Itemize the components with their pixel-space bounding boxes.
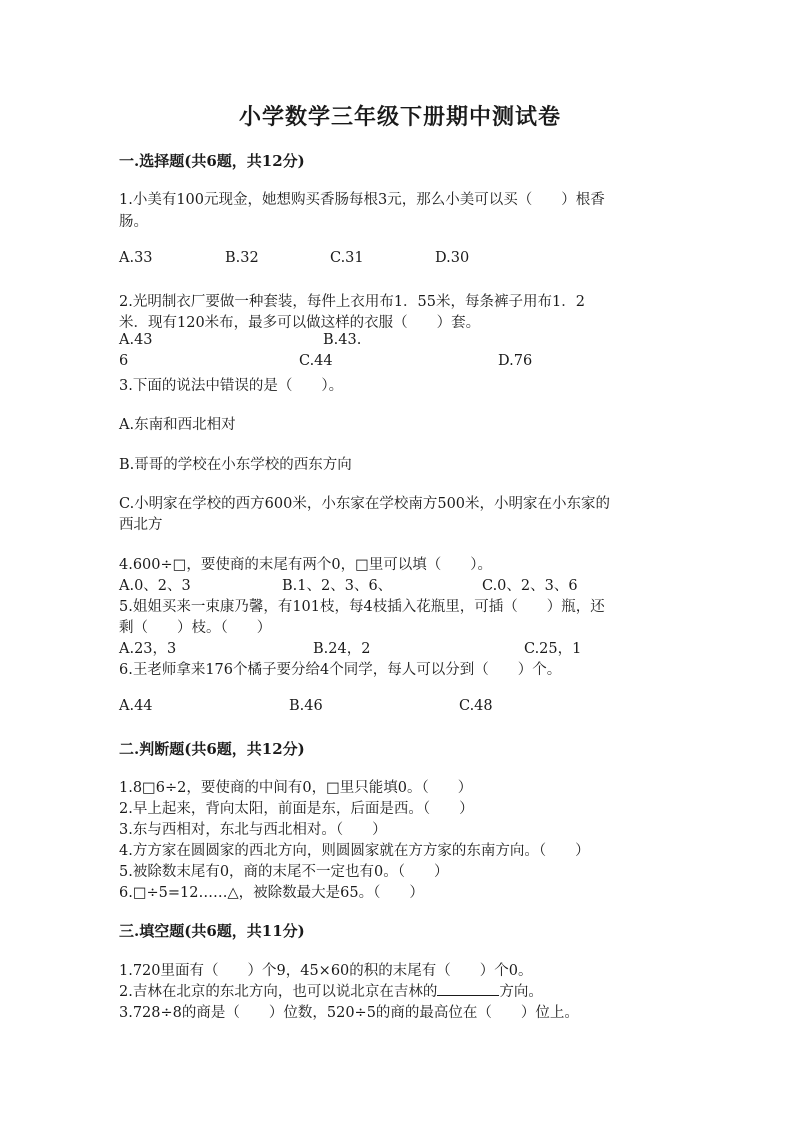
question-5-option-b: B.24，2	[313, 641, 371, 657]
question-5-option-a: A.23，3	[119, 641, 177, 657]
question-2-option-a: A.43	[119, 332, 153, 348]
question-1-line-2: 肠。	[119, 214, 148, 230]
question-4-option-b: B.1、2、3、6、	[282, 578, 393, 594]
question-6-option-a: A.44	[119, 698, 153, 714]
question-1-option-d: D.30	[435, 250, 470, 266]
fill-item-2-text-after: 方向。	[499, 984, 543, 1000]
judgement-item-5: 5.被除数末尾有0，商的末尾不一定也有0。（ ）	[119, 864, 449, 880]
question-4-line-1: 4.600÷□，要使商的末尾有两个0，□里可以填（ ）。	[119, 557, 493, 573]
question-5-option-c: C.25，1	[524, 641, 582, 657]
judgement-item-4: 4.方方家在圆圆家的西北方向，则圆圆家就在方方家的东南方向。（ ）	[119, 843, 590, 859]
judgement-item-3: 3.东与西相对，东北与西北相对。（ ）	[119, 822, 387, 838]
question-6-option-b: B.46	[289, 698, 323, 714]
question-3-option-b: B.哥哥的学校在小东学校的西东方向	[119, 457, 352, 473]
question-6-line-1: 6.王老师拿来176个橘子要分给4个同学，每人可以分到（ ）个。	[119, 662, 562, 678]
section-heading-fill-in: 三.填空题(共6题，共11分)	[119, 922, 305, 940]
question-2-option-b: B.43.	[323, 332, 362, 348]
question-1-option-c: C.31	[330, 250, 364, 266]
section-heading-multiple-choice: 一.选择题(共6题，共12分)	[119, 152, 305, 170]
fill-item-1: 1.720里面有（ ）个9，45×60的积的末尾有（ ）个0。	[119, 963, 533, 979]
question-3-line-1: 3.下面的说法中错误的是（ ）。	[119, 378, 344, 394]
question-2-option-b-cont: 6	[119, 353, 129, 369]
fill-item-2-blank	[437, 981, 499, 996]
question-3-option-c-line-1: C.小明家在学校的西方600米，小东家在学校南方500米，小明家在小东家的	[119, 496, 611, 512]
question-1-line-1: 1.小美有100元现金，她想购买香肠每根3元，那么小美可以买（ ）根香	[119, 192, 605, 208]
judgement-item-2: 2.早上起来，背向太阳，前面是东，后面是西。（ ）	[119, 801, 474, 817]
question-3-option-a: A.东南和西北相对	[119, 417, 236, 433]
question-5-line-2: 剩（ ）枝。（ ）	[119, 620, 272, 636]
page-title: 小学数学三年级下册期中测试卷	[238, 104, 561, 130]
question-1-option-a: A.33	[119, 250, 153, 266]
question-6-option-c: C.48	[459, 698, 493, 714]
question-1-option-b: B.32	[225, 250, 259, 266]
judgement-item-6: 6.□÷5=12……△，被除数最大是65。（ ）	[119, 885, 424, 901]
question-2-line-1: 2.光明制衣厂要做一种套装，每件上衣用布1．55米，每条裤子用布1．2	[119, 294, 585, 310]
question-2-option-d: D.76	[498, 353, 533, 369]
question-3-option-c-line-2: 西北方	[119, 517, 163, 533]
question-4-option-c: C.0、2、3、6	[482, 578, 578, 594]
question-2-line-2: 米．现有120米布，最多可以做这样的衣服（ ）套。	[119, 315, 481, 331]
fill-item-3: 3.728÷8的商是（ ）位数，520÷5的商的最高位在（ ）位上。	[119, 1005, 579, 1021]
section-heading-true-false: 二.判断题(共6题，共12分)	[119, 740, 305, 758]
question-4-option-a: A.0、2、3	[119, 578, 191, 594]
judgement-item-1: 1.8□6÷2，要使商的中间有0，□里只能填0。（ ）	[119, 780, 473, 796]
fill-item-2	[119, 980, 543, 1001]
question-5-line-1: 5.姐姐买来一束康乃馨，有101枝，每4枝插入花瓶里，可插（ ）瓶，还	[119, 599, 605, 615]
fill-item-2-text-before: 2.吉林在北京的东北方向，也可以说北京在吉林的	[119, 984, 438, 1000]
question-2-option-c: C.44	[299, 353, 333, 369]
